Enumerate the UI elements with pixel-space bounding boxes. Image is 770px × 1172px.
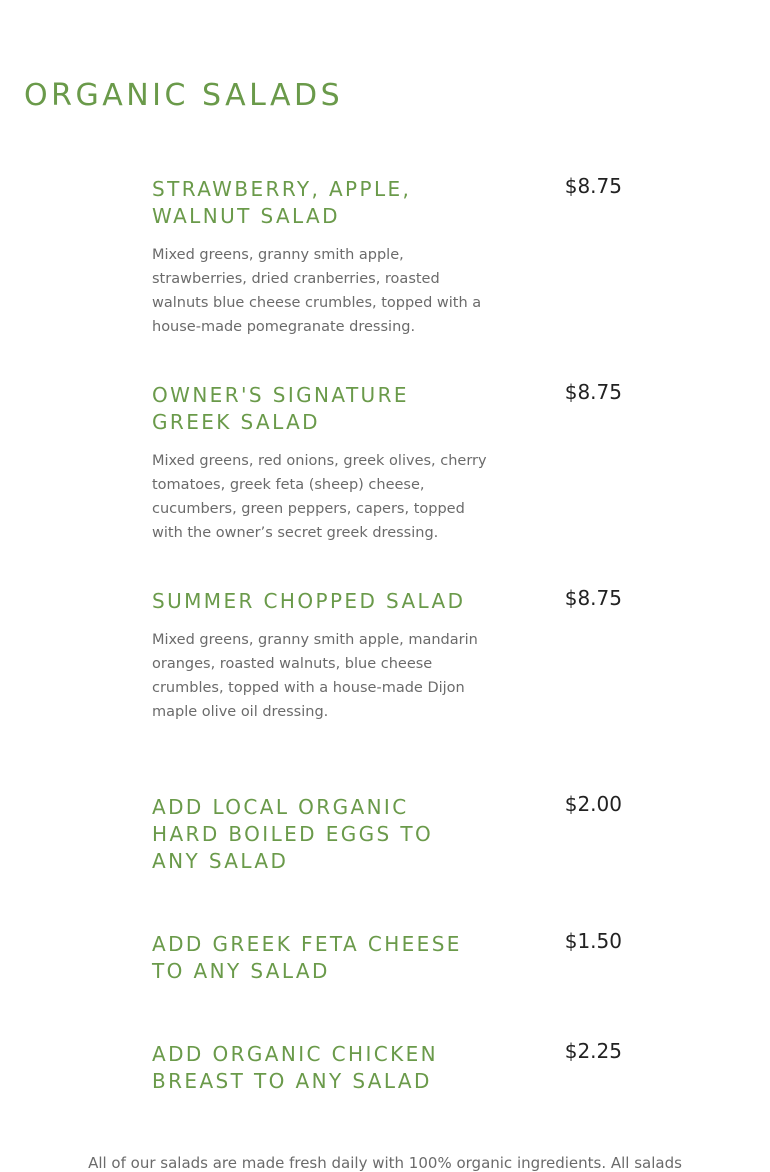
menu-item-price: $8.75 — [564, 380, 622, 404]
menu-item-name: ADD ORGANIC CHICKEN BREAST TO ANY SALAD — [152, 1042, 439, 1093]
footer-note: All of our salads are made fresh daily with 100% organic ingredients. All salads — [88, 1154, 682, 1172]
section-title: ORGANIC SALADS — [24, 78, 344, 113]
menu-item-summer-chopped — [152, 588, 622, 724]
menu-item-price: $2.00 — [564, 792, 622, 816]
menu-item-name: SUMMER CHOPPED SALAD — [152, 589, 466, 613]
menu-item-name: ADD LOCAL ORGANIC HARD BOILED EGGS TO ANY SALAD — [152, 795, 434, 873]
menu-item-description: Mixed greens, granny smith apple, strawberries, dried cranberries, roasted walnuts blue cheese crumbles, topped with a house-made pomegranate dressing. — [152, 247, 482, 335]
menu-item-price: $8.75 — [564, 586, 622, 610]
menu-item-add-feta — [152, 931, 622, 985]
menu-item-add-eggs — [152, 794, 622, 875]
menu-item-name: OWNER'S SIGNATURE GREEK SALAD — [152, 383, 409, 434]
menu-item-price: $1.50 — [564, 929, 622, 953]
menu-item-add-chicken — [152, 1041, 622, 1095]
menu-item-description: Mixed greens, red onions, greek olives, cherry tomatoes, greek feta (sheep) cheese, cucumbers, green peppers, capers, topped with the owner’s secret greek dressing. — [152, 453, 487, 541]
menu-item-owners-greek — [152, 382, 622, 545]
menu-item-strawberry-apple-walnut — [152, 176, 622, 339]
menu-item-price: $2.25 — [564, 1039, 622, 1063]
menu-item-description: Mixed greens, granny smith apple, mandarin oranges, roasted walnuts, blue cheese crumbles, topped with a house-made Dijon maple olive oil dressing. — [152, 632, 478, 720]
menu-item-name: ADD GREEK FETA CHEESE TO ANY SALAD — [152, 932, 462, 983]
menu-item-price: $8.75 — [564, 174, 622, 198]
menu-item-name: STRAWBERRY, APPLE, WALNUT SALAD — [152, 177, 412, 228]
